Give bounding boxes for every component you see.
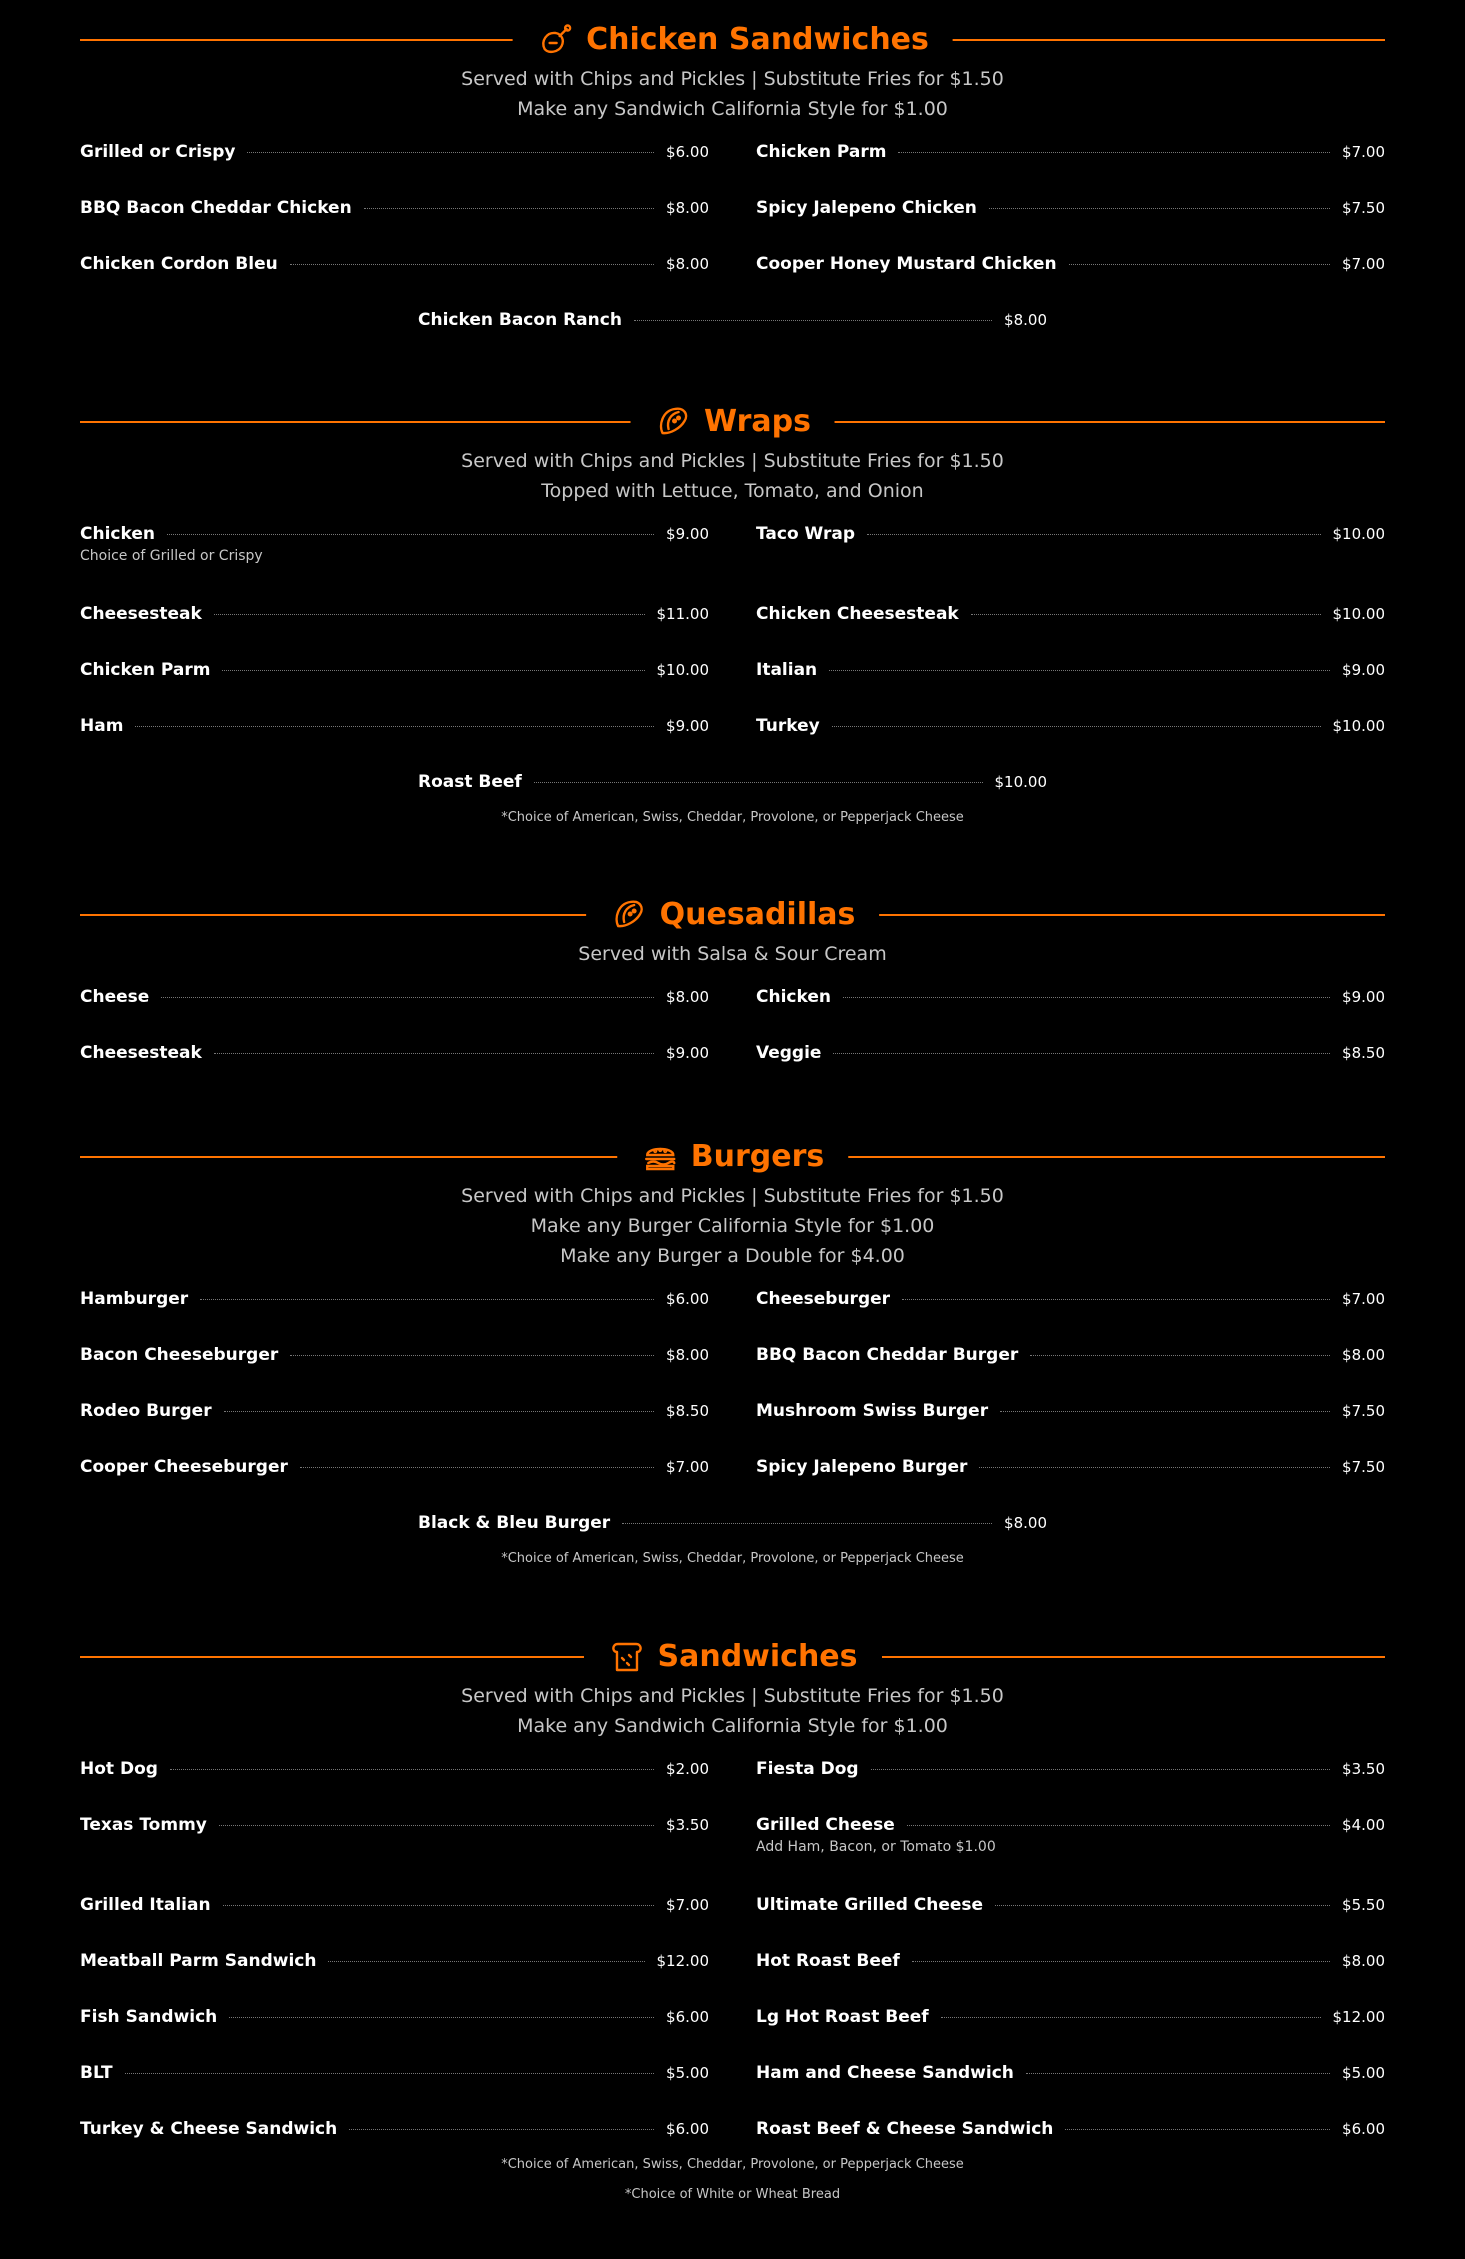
item-name: Bacon Cheeseburger — [80, 1345, 279, 1365]
item-name: Cheeseburger — [756, 1289, 891, 1309]
item-name: Turkey & Cheese Sandwich — [80, 2119, 338, 2139]
section-subtitles — [80, 1681, 1385, 1741]
item-price: $5.00 — [666, 2064, 709, 2082]
menu-item — [418, 1513, 1047, 1533]
toast-icon — [607, 1638, 645, 1676]
item-name: Chicken — [756, 987, 831, 1007]
item-name: Ham — [80, 716, 124, 736]
section-subtitle: Make any Sandwich California Style for $1.00 — [517, 1715, 948, 1737]
menu-item — [756, 524, 1385, 544]
item-name: Texas Tommy — [80, 1815, 207, 1835]
item-price: $7.00 — [1342, 255, 1385, 273]
item-name: Chicken Cordon Bleu — [80, 254, 278, 274]
dot-leader — [223, 1905, 654, 1906]
item-price: $8.00 — [666, 988, 709, 1006]
dot-leader — [229, 2017, 654, 2018]
dot-leader — [328, 1961, 644, 1962]
section-title: Quesadillas — [659, 897, 856, 932]
item-name: Black & Bleu Burger — [418, 1513, 611, 1533]
item-name: Ultimate Grilled Cheese — [756, 1895, 984, 1915]
item-name: Grilled or Crispy — [80, 142, 236, 162]
dot-leader — [247, 152, 654, 153]
section-subtitle: Served with Chips and Pickles | Substitute Fries for $1.50 — [461, 1185, 1004, 1207]
item-price: $3.50 — [666, 1816, 709, 1834]
item-name: Hot Dog — [80, 1759, 158, 1779]
menu-item — [80, 1043, 709, 1063]
item-price: $6.00 — [666, 2008, 709, 2026]
item-price: $7.00 — [1342, 143, 1385, 161]
dot-leader — [1000, 1411, 1330, 1412]
section-title: Burgers — [690, 1139, 825, 1174]
section-note: *Choice of American, Swiss, Cheddar, Provolone, or Pepperjack Cheese — [501, 810, 964, 825]
dot-leader — [902, 1299, 1330, 1300]
item-price: $8.00 — [1004, 311, 1047, 329]
dot-leader — [170, 1769, 654, 1770]
dot-leader — [1065, 2129, 1330, 2130]
item-name: Cooper Honey Mustard Chicken — [756, 254, 1057, 274]
menu-item — [756, 1401, 1385, 1421]
dot-leader — [941, 2017, 1321, 2018]
dot-leader — [222, 670, 644, 671]
menu-item — [756, 1951, 1385, 1971]
section-header — [80, 895, 1385, 935]
item-price: $6.00 — [666, 2120, 709, 2138]
item-price: $8.00 — [1342, 1952, 1385, 1970]
dot-leader — [224, 1411, 654, 1412]
item-price: $8.00 — [666, 199, 709, 217]
item-name: Turkey — [756, 716, 820, 736]
menu-item — [80, 716, 709, 736]
item-price: $6.00 — [666, 143, 709, 161]
dot-leader — [871, 1769, 1330, 1770]
item-name: Chicken — [80, 524, 155, 544]
menu-item — [80, 1457, 709, 1477]
item-price: $8.00 — [666, 1346, 709, 1364]
menu-item — [80, 1895, 709, 1915]
item-name: Cheesesteak — [80, 604, 202, 624]
dot-leader — [622, 1523, 992, 1524]
item-name: Meatball Parm Sandwich — [80, 1951, 317, 1971]
item-price: $7.00 — [666, 1896, 709, 1914]
section-wraps — [80, 402, 1385, 825]
item-name: Chicken Parm — [756, 142, 887, 162]
section-subtitle: Topped with Lettuce, Tomato, and Onion — [541, 480, 924, 502]
menu-item — [80, 524, 709, 564]
dot-leader — [161, 997, 654, 998]
menu-item — [80, 142, 709, 162]
item-price: $9.00 — [1342, 988, 1385, 1006]
dot-leader — [898, 152, 1330, 153]
item-name: Rodeo Burger — [80, 1401, 212, 1421]
item-price: $10.00 — [994, 773, 1047, 791]
menu-item — [756, 660, 1385, 680]
dot-leader — [832, 726, 1321, 727]
menu-item — [756, 142, 1385, 162]
menu-item — [80, 1345, 709, 1365]
item-price: $12.00 — [656, 1952, 709, 1970]
menu-item — [80, 987, 709, 1007]
item-price: $11.00 — [656, 605, 709, 623]
taco-icon — [610, 896, 648, 934]
menu-item — [80, 1401, 709, 1421]
dot-leader — [349, 2129, 654, 2130]
item-name: BBQ Bacon Cheddar Burger — [756, 1345, 1019, 1365]
menu-item — [80, 2007, 709, 2027]
dot-leader — [534, 782, 983, 783]
item-name: Fish Sandwich — [80, 2007, 218, 2027]
item-name: Spicy Jalepeno Burger — [756, 1457, 968, 1477]
dot-leader — [833, 1053, 1330, 1054]
item-price: $8.50 — [666, 1402, 709, 1420]
item-price: $10.00 — [1332, 717, 1385, 735]
menu-item — [756, 1289, 1385, 1309]
item-name: Grilled Italian — [80, 1895, 211, 1915]
item-name: Chicken Cheesesteak — [756, 604, 959, 624]
menu-item — [756, 1043, 1385, 1063]
menu-item — [756, 2063, 1385, 2083]
menu-item — [80, 1759, 709, 1779]
item-name: Italian — [756, 660, 818, 680]
menu-item — [80, 2063, 709, 2083]
section-note: *Choice of American, Swiss, Cheddar, Provolone, or Pepperjack Cheese — [501, 2157, 964, 2172]
item-name: Chicken Bacon Ranch — [418, 310, 622, 330]
section-title: Sandwiches — [657, 1639, 858, 1674]
menu-item — [80, 198, 709, 218]
dot-leader — [829, 670, 1330, 671]
item-price: $9.00 — [1342, 661, 1385, 679]
dot-leader — [1069, 264, 1331, 265]
section-subtitle: Served with Chips and Pickles | Substitute Fries for $1.50 — [461, 1685, 1004, 1707]
section-subtitle: Make any Sandwich California Style for $1.00 — [517, 98, 948, 120]
dot-leader — [971, 614, 1321, 615]
item-price: $10.00 — [656, 661, 709, 679]
dot-leader — [219, 1825, 654, 1826]
section-subtitle: Make any Burger California Style for $1.00 — [530, 1215, 935, 1237]
section-header — [80, 20, 1385, 60]
menu-item — [756, 2007, 1385, 2027]
dot-leader — [912, 1961, 1330, 1962]
section-subtitle: Served with Chips and Pickles | Substitute Fries for $1.50 — [461, 68, 1004, 90]
section-subtitles — [80, 1181, 1385, 1271]
item-name: Cheese — [80, 987, 150, 1007]
item-name: Cooper Cheeseburger — [80, 1457, 288, 1477]
item-name: Hamburger — [80, 1289, 189, 1309]
item-price: $5.50 — [1342, 1896, 1385, 1914]
dot-leader — [200, 1299, 654, 1300]
dot-leader — [300, 1467, 654, 1468]
dot-leader — [364, 208, 654, 209]
item-price: $8.00 — [1004, 1514, 1047, 1532]
item-name: Veggie — [756, 1043, 822, 1063]
item-name: Lg Hot Roast Beef — [756, 2007, 929, 2027]
item-description: Choice of Grilled or Crispy — [80, 548, 263, 564]
taco-icon — [654, 403, 692, 441]
section-subtitles — [80, 64, 1385, 124]
item-price: $8.00 — [1342, 1346, 1385, 1364]
dot-leader — [995, 1905, 1330, 1906]
menu-item — [80, 660, 709, 680]
item-price: $2.00 — [666, 1760, 709, 1778]
dot-leader — [979, 1467, 1330, 1468]
menu-item — [756, 1345, 1385, 1365]
burger-icon — [641, 1138, 679, 1176]
item-price: $7.00 — [666, 1458, 709, 1476]
section-chicken-sandwiches — [80, 20, 1385, 330]
item-price: $10.00 — [1332, 605, 1385, 623]
item-price: $6.00 — [666, 1290, 709, 1308]
item-price: $4.00 — [1342, 1816, 1385, 1834]
dot-leader — [989, 208, 1330, 209]
section-subtitles — [80, 939, 1385, 969]
dot-leader — [214, 1053, 654, 1054]
dot-leader — [135, 726, 654, 727]
section-title: Wraps — [704, 404, 811, 439]
item-price: $7.00 — [1342, 1290, 1385, 1308]
dot-leader — [634, 320, 992, 321]
menu-item — [756, 1895, 1385, 1915]
dot-leader — [125, 2073, 654, 2074]
section-title: Chicken Sandwiches — [586, 22, 929, 57]
section-header — [80, 402, 1385, 442]
item-name: Chicken Parm — [80, 660, 211, 680]
section-header — [80, 1637, 1385, 1677]
menu-item — [418, 772, 1047, 792]
item-price: $9.00 — [666, 525, 709, 543]
chicken-leg-icon — [536, 21, 574, 59]
dot-leader — [843, 997, 1330, 998]
item-price: $7.50 — [1342, 199, 1385, 217]
menu-item — [756, 604, 1385, 624]
dot-leader — [867, 534, 1320, 535]
item-price: $7.50 — [1342, 1402, 1385, 1420]
item-name: Cheesesteak — [80, 1043, 202, 1063]
section-subtitles — [80, 446, 1385, 506]
item-price: $12.00 — [1332, 2008, 1385, 2026]
item-name: Grilled Cheese — [756, 1815, 895, 1835]
item-name: BBQ Bacon Cheddar Chicken — [80, 198, 352, 218]
menu-item — [80, 1951, 709, 1971]
item-name: Hot Roast Beef — [756, 1951, 900, 1971]
item-price: $10.00 — [1332, 525, 1385, 543]
item-description: Add Ham, Bacon, or Tomato $1.00 — [756, 1839, 996, 1855]
item-price: $7.50 — [1342, 1458, 1385, 1476]
dot-leader — [1026, 2073, 1330, 2074]
section-quesadillas — [80, 895, 1385, 1063]
item-name: Mushroom Swiss Burger — [756, 1401, 989, 1421]
menu-item — [418, 310, 1047, 330]
menu-item — [80, 604, 709, 624]
item-price: $8.50 — [1342, 1044, 1385, 1062]
section-note: *Choice of American, Swiss, Cheddar, Provolone, or Pepperjack Cheese — [501, 1551, 964, 1566]
item-name: Ham and Cheese Sandwich — [756, 2063, 1014, 2083]
item-price: $9.00 — [666, 717, 709, 735]
dot-leader — [167, 534, 654, 535]
menu-item — [756, 1759, 1385, 1779]
section-sandwiches — [80, 1637, 1385, 2202]
dot-leader — [907, 1825, 1330, 1826]
item-name: Roast Beef — [418, 772, 522, 792]
item-name: Taco Wrap — [756, 524, 856, 544]
menu-item — [80, 2119, 709, 2139]
menu-item — [756, 716, 1385, 736]
menu-item — [756, 1457, 1385, 1477]
menu-item — [80, 254, 709, 274]
dot-leader — [290, 264, 654, 265]
section-subtitle: Make any Burger a Double for $4.00 — [560, 1245, 905, 1267]
item-price: $3.50 — [1342, 1760, 1385, 1778]
dot-leader — [1030, 1355, 1330, 1356]
menu-item — [756, 198, 1385, 218]
menu-item — [756, 987, 1385, 1007]
item-name: Spicy Jalepeno Chicken — [756, 198, 977, 218]
menu-item — [80, 1289, 709, 1309]
item-price: $5.00 — [1342, 2064, 1385, 2082]
item-name: Roast Beef & Cheese Sandwich — [756, 2119, 1054, 2139]
item-price: $8.00 — [666, 255, 709, 273]
item-price: $9.00 — [666, 1044, 709, 1062]
section-header — [80, 1137, 1385, 1177]
section-subtitle: Served with Salsa & Sour Cream — [578, 943, 887, 965]
menu-item — [80, 1815, 709, 1835]
dot-leader — [290, 1355, 654, 1356]
dot-leader — [214, 614, 645, 615]
section-note: *Choice of White or Wheat Bread — [624, 2187, 841, 2202]
menu-item — [756, 1815, 1385, 1855]
item-name: BLT — [80, 2063, 113, 2083]
menu-item — [756, 254, 1385, 274]
item-price: $6.00 — [1342, 2120, 1385, 2138]
section-subtitle: Served with Chips and Pickles | Substitute Fries for $1.50 — [461, 450, 1004, 472]
menu-item — [756, 2119, 1385, 2139]
item-name: Fiesta Dog — [756, 1759, 859, 1779]
section-burgers — [80, 1137, 1385, 1566]
